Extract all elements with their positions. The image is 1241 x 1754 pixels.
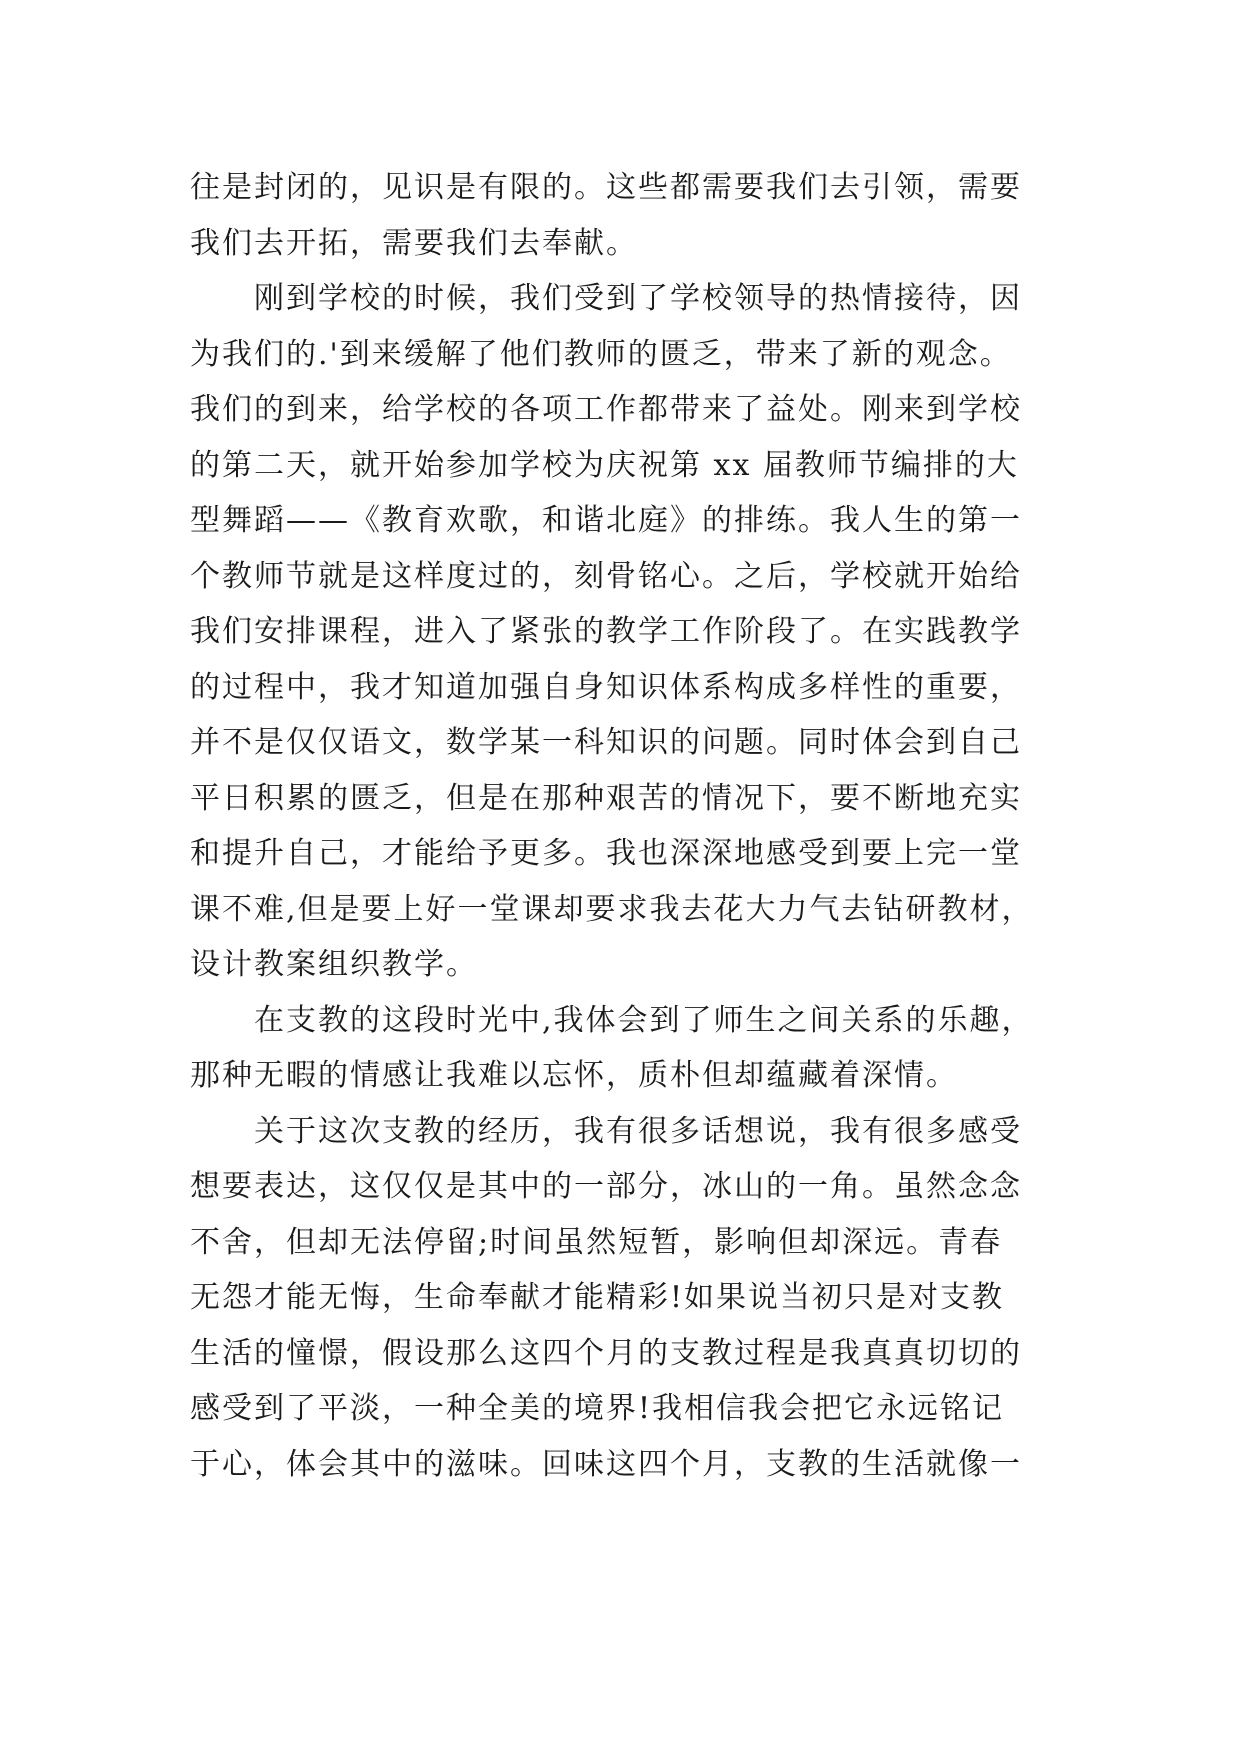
text-line: 型舞蹈——《教育欢歌，和谐北庭》的排练。我人生的第一 — [190, 503, 1022, 538]
paragraph-start-line: 在支教的这段时光中,我体会到了师生之间关系的乐趣， — [254, 1002, 1034, 1038]
text-line: 我们安排课程，进入了紧张的教学工作阶段了。在实践教学 — [190, 614, 1022, 649]
text-line: 平日积累的匮乏，但是在那种艰苦的情况下，要不断地充实 — [190, 780, 1022, 816]
text-line: 生活的憧憬，假设那么这四个月的支教过程是我真真切切的 — [190, 1335, 1022, 1371]
text-line: 和提升自己，才能给予更多。我也深深地感受到要上完一堂 — [190, 836, 1022, 871]
text-line: 那种无暇的情感让我难以忘怀，质朴但却蕴藏着深情。 — [190, 1058, 958, 1093]
text-line: 往是封闭的，见识是有限的。这些都需要我们去引领，需要 — [190, 170, 1022, 205]
text-line: 的过程中，我才知道加强自身知识体系构成多样性的重要， — [190, 669, 1022, 705]
text-line: 无怨才能无悔，生命奉献才能精彩!如果说当初只是对支教 — [190, 1280, 1005, 1315]
text-line: 感受到了平淡，一种全美的境界!我相信我会把它永远铭记 — [190, 1391, 1005, 1426]
text-line: 于心，体会其中的滋味。回味这四个月，支教的生活就像一 — [190, 1446, 1022, 1482]
text-line: 并不是仅仅语文，数学某一科知识的问题。同时体会到自己 — [190, 725, 1022, 760]
text-line: 想要表达，这仅仅是其中的一部分，冰山的一角。虽然念念 — [190, 1169, 1022, 1204]
text-line: 设计教案组织教学。 — [190, 947, 478, 982]
text-line: 为我们的.'到来缓解了他们教师的匮乏，带来了新的观念。 — [190, 336, 1012, 372]
text-line: 不舍，但却无法停留;时间虽然短暂，影响但却深远。青春 — [190, 1224, 1003, 1260]
text-line: 课不难,但是要上好一堂课却要求我去花大力气去钻研教材， — [190, 891, 1034, 927]
text-line: 个教师节就是这样度过的，刻骨铭心。之后，学校就开始给 — [190, 558, 1022, 594]
text-line: 我们去开拓，需要我们去奉献。 — [190, 225, 638, 261]
paragraph-start-line: 关于这次支教的经历，我有很多话想说，我有很多感受 — [254, 1113, 1022, 1149]
paragraph-start-line: 刚到学校的时候，我们受到了学校领导的热情接待，因 — [254, 281, 1022, 316]
text-line: 的第二天，就开始参加学校为庆祝第 xx 届教师节编排的大 — [190, 447, 1019, 483]
document-body — [190, 160, 1060, 1492]
text-line: 我们的到来，给学校的各项工作都带来了益处。刚来到学校 — [190, 392, 1022, 427]
